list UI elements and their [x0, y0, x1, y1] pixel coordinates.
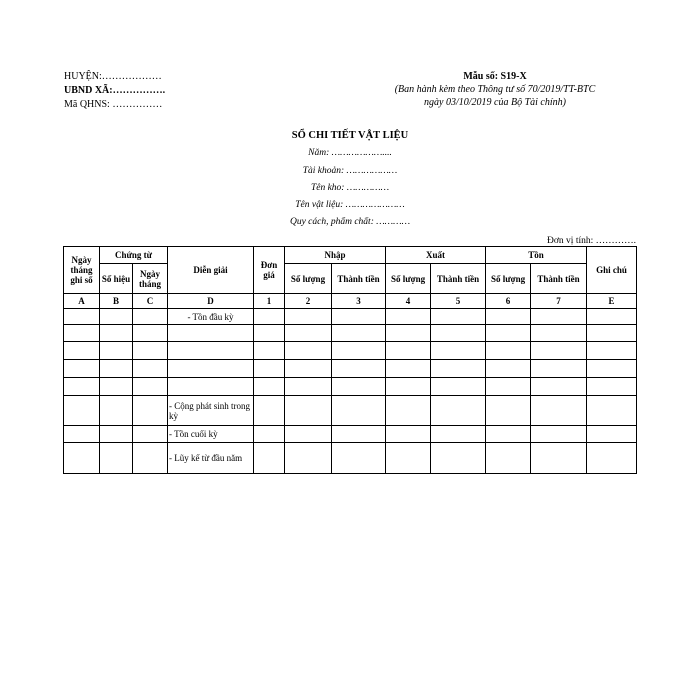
commune-line: UBND XÃ:……………. [64, 85, 166, 96]
row-label-accumulated: - Lũy kế từ đầu năm [168, 443, 254, 474]
column-code: 4 [386, 294, 431, 309]
document-title: SỔ CHI TIẾT VẬT LIỆU [291, 130, 409, 141]
table-row [64, 378, 637, 396]
warehouse-line: Tên kho: …………… [310, 183, 390, 193]
row-label-period-total: - Cộng phát sinh trong kỳ [168, 396, 254, 426]
table-row-accumulated [64, 443, 637, 474]
column-code: 3 [332, 294, 386, 309]
header-right [370, 70, 620, 109]
header-unit-price: Đơn giá [254, 247, 285, 294]
column-code: 7 [531, 294, 587, 309]
header-voucher-date: Ngày tháng [133, 264, 168, 294]
row-label-opening: - Tồn đầu kỳ [168, 309, 254, 325]
table-row-closing [64, 426, 637, 443]
district-line: HUYỆN:……………… [64, 71, 162, 82]
column-code: C [133, 294, 168, 309]
issued-by-line2: ngày 03/10/2019 của Bộ Tài chính) [424, 97, 566, 108]
header-export-quantity: Số lượng [386, 264, 431, 294]
header-stock-amount: Thành tiền [531, 264, 587, 294]
form-number: Mẫu số: S19-X [463, 71, 527, 82]
header-export-amount: Thành tiền [431, 264, 486, 294]
header-voucher-number: Số hiệu [100, 264, 133, 294]
header-stock: Tồn [486, 247, 587, 264]
material-name-line: Tên vật liệu: ………………… [295, 200, 405, 210]
header-import-quantity: Số lượng [285, 264, 332, 294]
table-row-period-total [64, 396, 637, 426]
column-code: B [100, 294, 133, 309]
header-import-amount: Thành tiền [332, 264, 386, 294]
header-import: Nhập [285, 247, 386, 264]
ledger-table [63, 246, 637, 474]
table-row [64, 360, 637, 378]
header-export: Xuất [386, 247, 486, 264]
issued-by-line1: (Ban hành kèm theo Thông tư số 70/2019/TT-BTC [394, 84, 596, 95]
header-voucher: Chứng từ [100, 247, 168, 264]
specification-line: Quy cách, phẩm chất: ………… [289, 217, 411, 227]
header-left [64, 70, 165, 112]
column-code: 2 [285, 294, 332, 309]
column-code: D [168, 294, 254, 309]
header-description: Diễn giải [168, 247, 254, 294]
header-notes: Ghi chú [587, 247, 637, 294]
table-row [64, 342, 637, 360]
table-row-opening [64, 309, 637, 325]
column-code-row [64, 294, 637, 309]
year-line: Năm: ……………….... [308, 148, 392, 158]
account-line: Tài khoản: ……………… [302, 166, 398, 176]
budget-code-line: Mã QHNS: …………… [64, 99, 163, 110]
header-record-date: Ngày tháng ghi sổ [64, 247, 100, 294]
column-code: 5 [431, 294, 486, 309]
unit-line: Đơn vị tính: …………. [547, 236, 636, 246]
header-stock-quantity: Số lượng [486, 264, 531, 294]
column-code: A [64, 294, 100, 309]
column-code: 6 [486, 294, 531, 309]
row-label-closing: - Tồn cuối kỳ [168, 426, 254, 443]
table-row [64, 325, 637, 342]
column-code: 1 [254, 294, 285, 309]
column-code: E [587, 294, 637, 309]
